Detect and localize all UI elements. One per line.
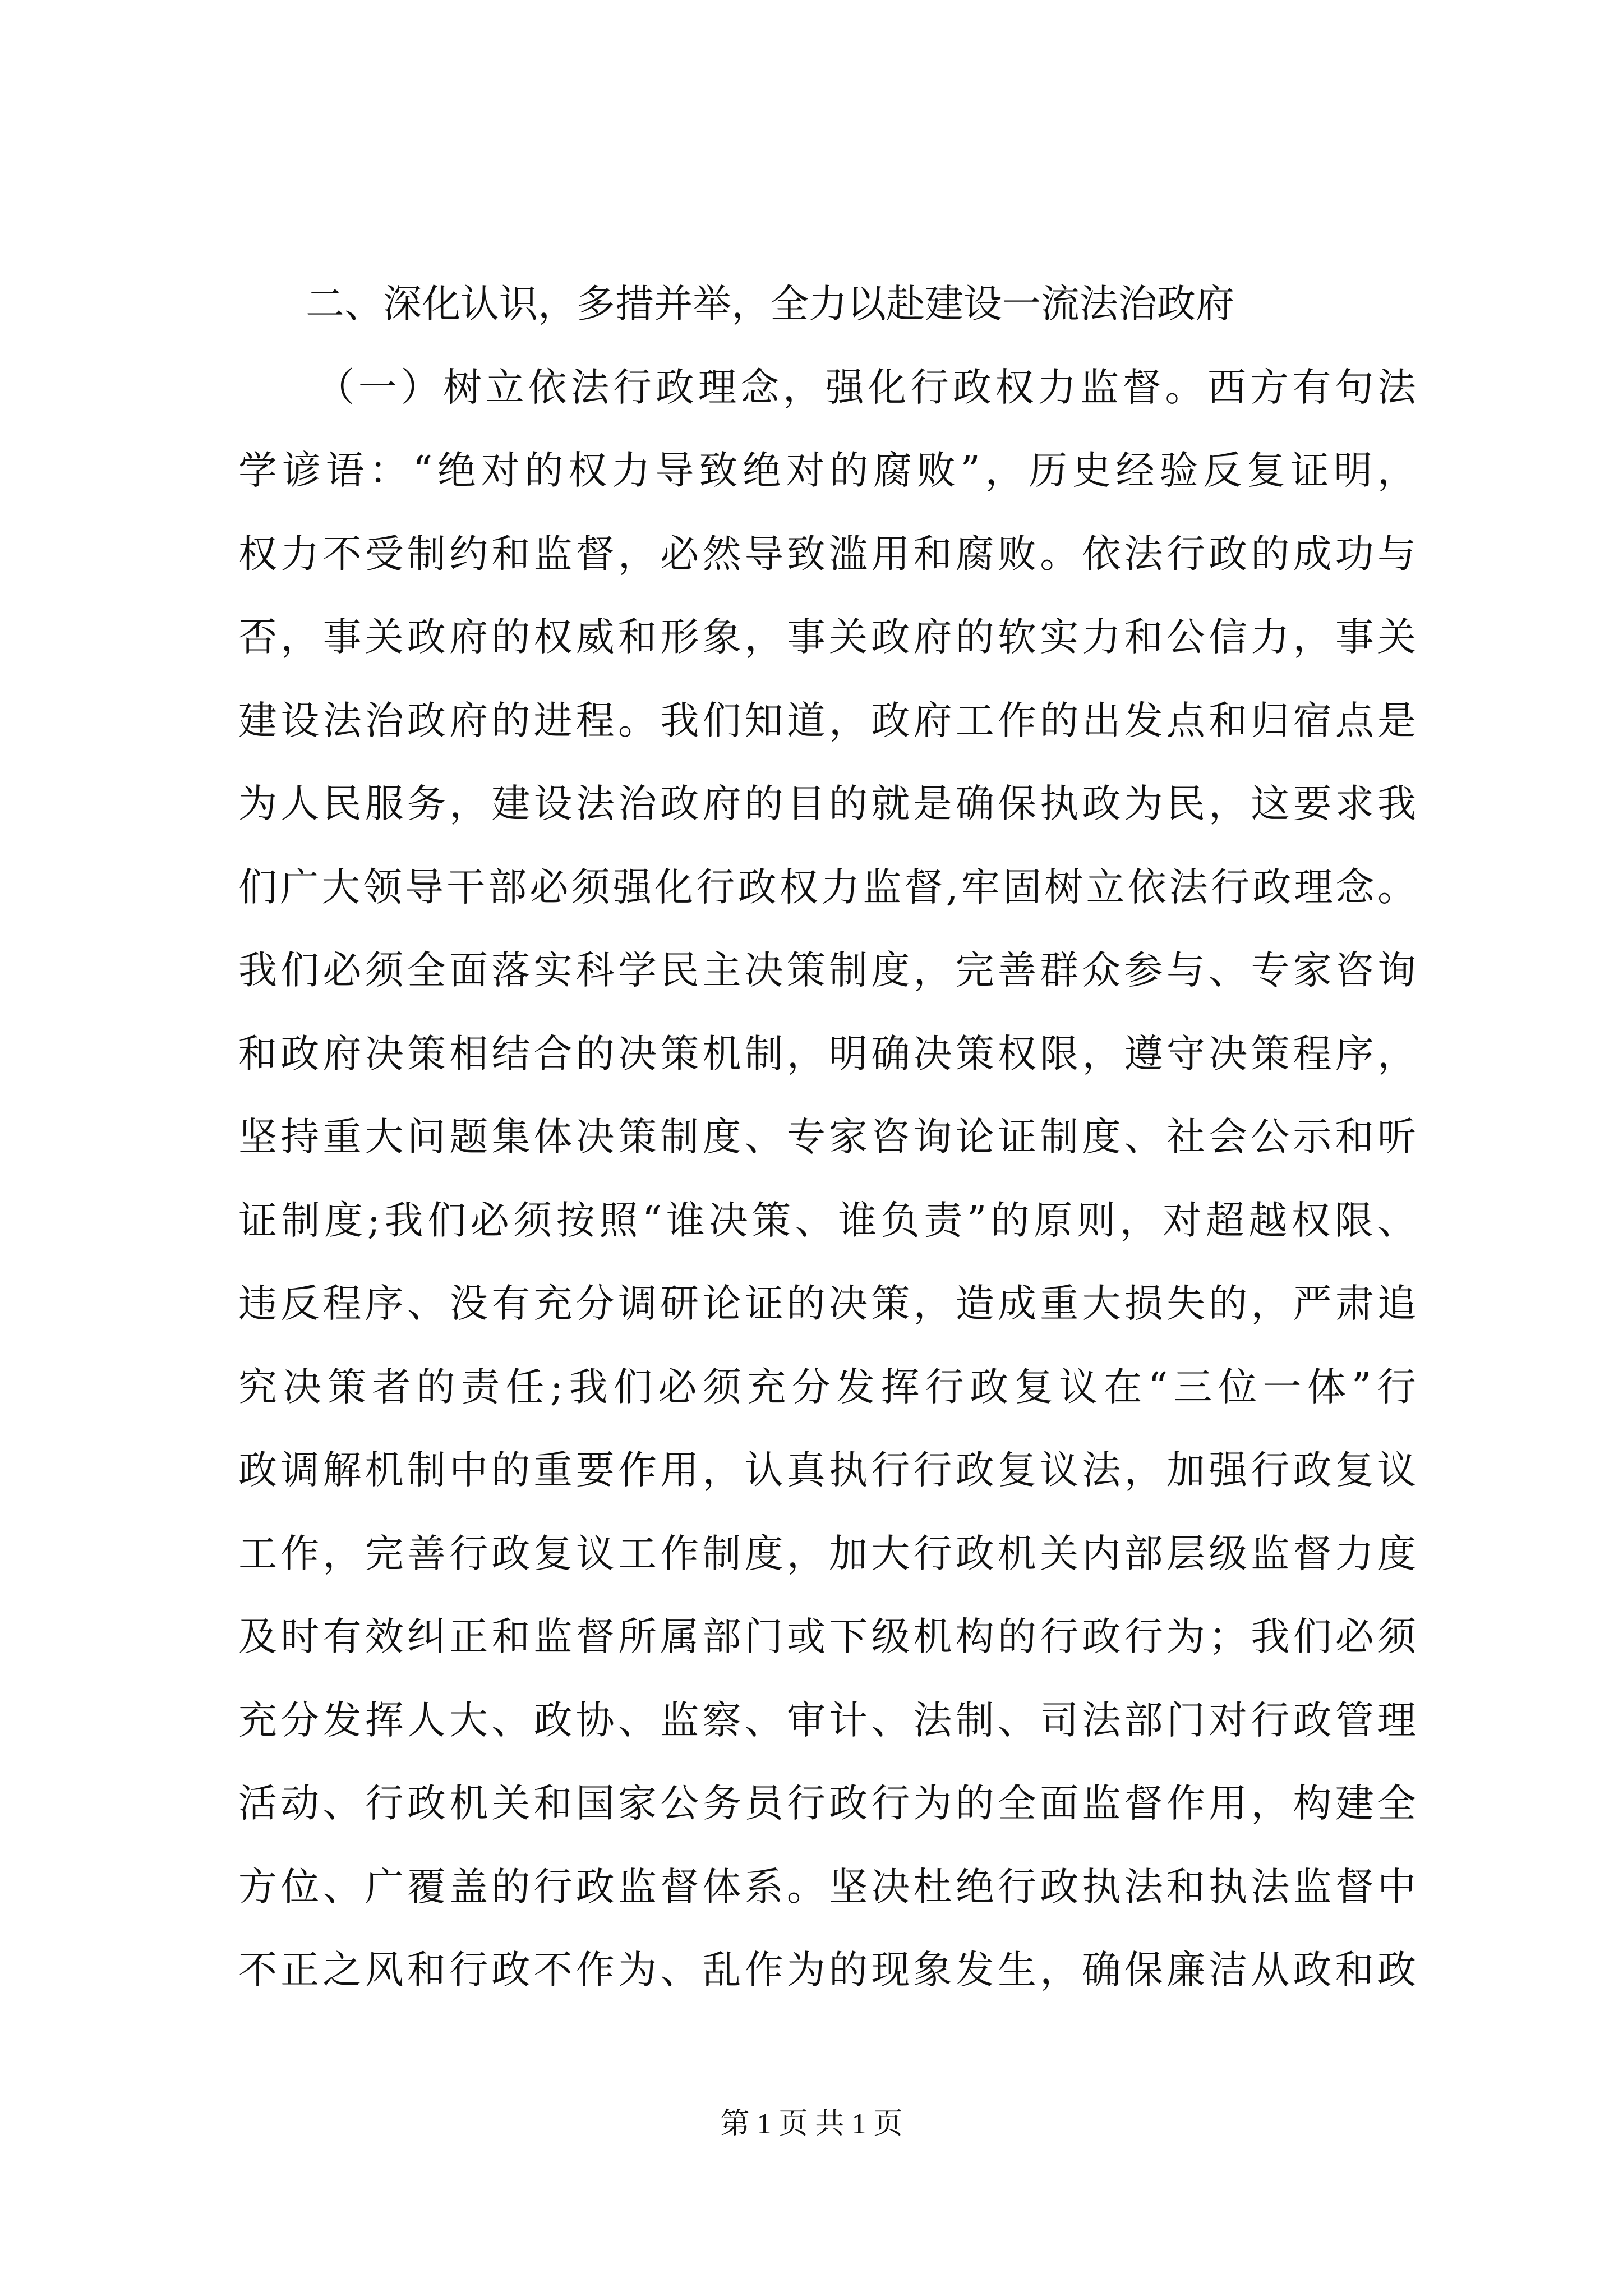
paragraph-line: 否，事关政府的权威和形象，事关政府的软实力和公信力，事关: [238, 615, 1416, 660]
paragraph-line: 究决策者的责任;我们必须充分发挥行政复议在“三位一体”行: [238, 1364, 1416, 1410]
paragraph-line: 和政府决策相结合的决策机制，明确决策权限，遵守决策程序，: [238, 1031, 1416, 1076]
paragraph: [238, 346, 1416, 2012]
paragraph-line: 违反程序、没有充分调研论证的决策，造成重大损失的，严肃追: [238, 1281, 1416, 1326]
paragraph-line: 坚持重大问题集体决策制度、专家咨询论证制度、社会公示和听: [238, 1115, 1416, 1159]
paragraph-line: 为人民服务，建设法治政府的目的就是确保执政为民，这要求我: [238, 781, 1416, 826]
paragraph-line: 不正之风和行政不作为、乱作为的现象发生，确保廉洁从政和政: [238, 1948, 1416, 1993]
paragraph-line: 充分发挥人大、政协、监察、审计、法制、司法部门对行政管理: [238, 1697, 1416, 1743]
section-heading: 二、深化认识，多措并举，全力以赴建设一流法治政府: [306, 282, 1234, 326]
paragraph-line: 们广大领导干部必须强化行政权力监督,牢固树立依法行政理念。: [238, 864, 1416, 910]
document-body: [238, 263, 1416, 2012]
paragraph-line: 权力不受制约和监督，必然导致滥用和腐败。依法行政的成功与: [238, 531, 1416, 577]
page-number-footer: 第 1 页 共 1 页: [720, 2108, 903, 2140]
paragraph-line: 活动、行政机关和国家公务员行政行为的全面监督作用，构建全: [238, 1781, 1416, 1826]
paragraph-line: 及时有效纠正和监督所属部门或下级机构的行政行为；我们必须: [238, 1614, 1416, 1659]
paragraph-line: 方位、广覆盖的行政监督体系。坚决杜绝行政执法和执法监督中: [238, 1864, 1416, 1910]
paragraph-line: 政调解机制中的重要作用，认真执行行政复议法，加强行政复议: [238, 1448, 1416, 1493]
paragraph-line: 学谚语：“绝对的权力导致绝对的腐败”，历史经验反复证明，: [238, 448, 1416, 493]
paragraph-line: 证制度;我们必须按照“谁决策、谁负责”的原则，对超越权限、: [238, 1198, 1416, 1243]
paragraph-line: 建设法治政府的进程。我们知道，政府工作的出发点和归宿点是: [238, 698, 1416, 743]
paragraph-line: 工作，完善行政复议工作制度，加大行政机关内部层级监督力度: [238, 1531, 1416, 1576]
paragraph-line: （一）树立依法行政理念，强化行政权力监督。西方有句法: [316, 365, 1416, 410]
paragraph-line: 我们必须全面落实科学民主决策制度，完善群众参与、专家咨询: [238, 948, 1416, 993]
